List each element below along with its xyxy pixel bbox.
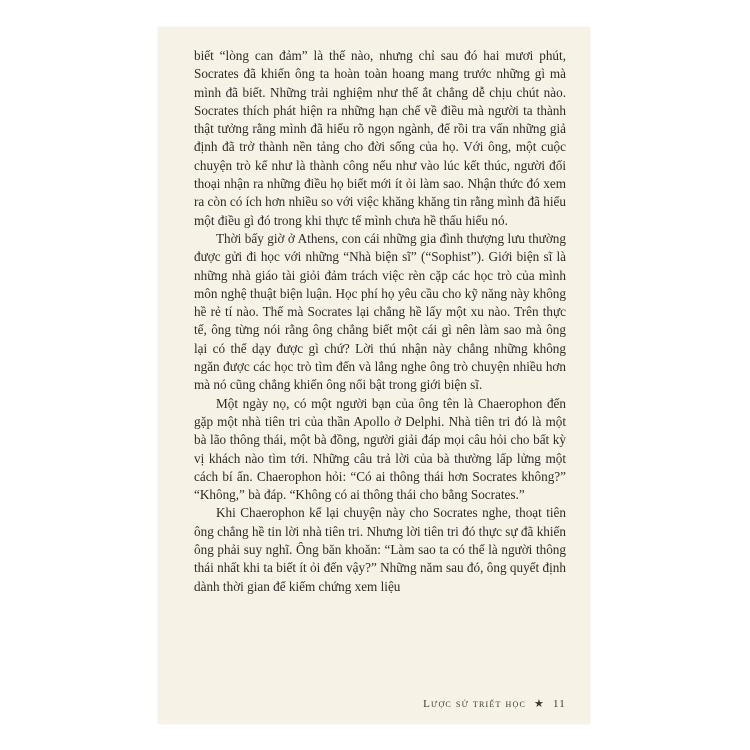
paragraph-4: Khi Chaerophon kể lại chuyện này cho Socrates nghe, thoạt tiên ông chẳng hề tin lời nhà tiên tri. Nhưng lời tiên tri đó thực sự đã khiến ông phải suy nghĩ. Ông băn khoăn: “Làm sao ta có thể là người thông thái nhất khi ta biết ít ỏi đến vậy?” Những năm sau đó, ông quyết định dành thời gian để kiếm chứng xem liệu	[194, 505, 566, 594]
body-text	[194, 47, 566, 596]
page-footer	[158, 697, 566, 710]
paragraph-3: Một ngày nọ, có một người bạn của ông tên là Chaerophon đến gặp một nhà tiên tri của thần Apollo ở Delphi. Nhà tiên tri đó là một bà lão thông thái, một bà đồng, người giải đáp mọi câu hỏi cho bất kỳ vị khách nào tìm tới. Những câu trả lời của bà thường lấp lửng một cách bí ẩn. Chaerophon hỏi: “Có ai thông thái hơn Socrates không?” “Không,” bà đáp. “Không có ai thông thái cho bằng Socrates.”	[194, 395, 566, 503]
paragraph-1: biết “lòng can đảm” là thế nào, nhưng chỉ sau đó hai mươi phút, Socrates đã khiến ông ta hoàn toàn hoang mang trước những gì mà mình đã biết. Những trải nghiệm như thế ắt chẳng dễ chịu chút nào. Socrates thích phát hiện ra những hạn chế về điều mà người ta thành thật tưởng rằng mình đã hiểu rõ ngọn ngành, để rồi tra vấn những giả định đã trở thành nền tảng cho đời sống của họ. Với ông, một cuộc chuyện trò kể như là thành công nếu như vào lúc kết thúc, người đối thoại nhận ra những điều họ biết mới ít ỏi làm sao. Nhận thức đó xem ra còn có ích hơn nhiều so với việc khăng khăng tin rằng mình đã hiểu một điều gì đó trong khi thực tế mình chưa hề thấu hiểu nó.	[194, 48, 566, 228]
paragraph-2: Thời bấy giờ ở Athens, con cái những gia đình thượng lưu thường được gửi đi học với những “Nhà biện sĩ” (“Sophist”). Giới biện sĩ là những nhà giáo tài giỏi đảm trách việc rèn cặp các học trò của mình môn nghệ thuật biện luận. Học phí họ yêu cầu cho kỹ năng này không hề rẻ tí nào. Thế mà Socrates lại chẳng hề lấy một xu nào. Trên thực tế, ông từng nói rằng ông chẳng biết một cái gì nên làm sao mà ông lại có thể dạy được gì chứ? Lời thú nhận này chẳng những không ngăn được các học trò tìm đến và lắng nghe ông trò chuyện nhiều hơn mà nó cũng chẳng khiến ông nổi bật trong giới biện sĩ.	[194, 230, 566, 393]
book-page	[158, 27, 590, 724]
running-title: Lược sử triết học	[423, 698, 527, 710]
star-icon: ★	[533, 698, 546, 710]
page-number: 11	[553, 698, 566, 710]
